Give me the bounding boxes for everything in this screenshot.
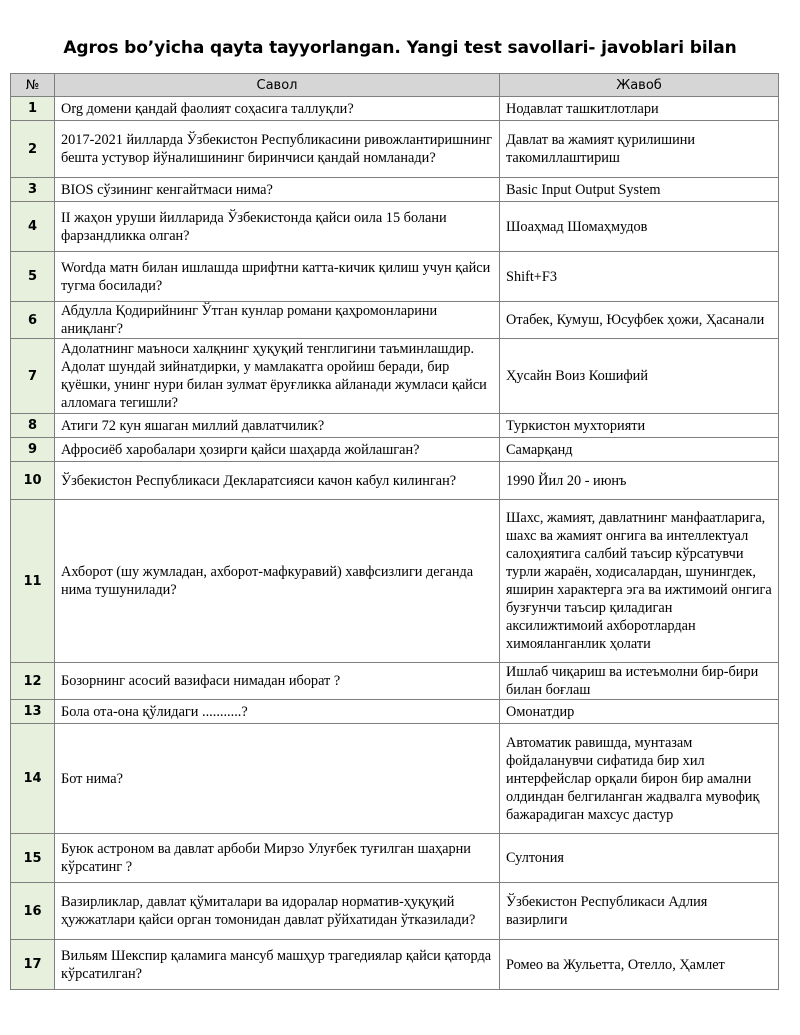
answer-cell: Омонатдир	[500, 700, 779, 724]
row-number: 5	[11, 252, 55, 302]
table-row	[11, 834, 779, 883]
question-cell: Бозорнинг асосий вазифаси нимадан иборат ?	[55, 663, 500, 700]
question-cell: Бола ота-она қўлидаги ...........?	[55, 700, 500, 724]
answer-cell: 1990 Йил 20 - июнъ	[500, 462, 779, 500]
question-cell: Абдулла Қодирийнинг Ўтган кунлар романи қаҳромонларини аниқланг?	[55, 302, 500, 339]
question-cell: Адолатнинг маъноси халқнинг ҳуқуқий тенглигини таъминлашдир. Адолат шундай зийнатдирки, у мамлакатга оройиш беради, бир қуёшки, унинг нури билан зулмат ёруғликка айланади жумласи қайси алломага тегишли?	[55, 339, 500, 414]
table-row	[11, 414, 779, 438]
answer-cell: Отабек, Кумуш, Юсуфбек ҳожи, Ҳасанали	[500, 302, 779, 339]
answer-cell: Basic Input Output System	[500, 178, 779, 202]
answer-cell: Ромео ва Жульетта, Отелло, Ҳамлет	[500, 940, 779, 990]
answer-cell: Ҳусайн Воиз Кошифий	[500, 339, 779, 414]
header-answer: Жавоб	[500, 74, 779, 97]
table-row	[11, 438, 779, 462]
answer-cell: Султония	[500, 834, 779, 883]
row-number: 2	[11, 121, 55, 178]
answer-cell: Ишлаб чиқариш ва истеъмолни бир-бири билан боғлаш	[500, 663, 779, 700]
answer-cell: Туркистон мухторияти	[500, 414, 779, 438]
answer-cell: Автоматик равишда, мунтазам фойдаланувчи сифатида бир хил интерфейслар орқали бирон бир амални олдиндан белгиланган жадвалга мувофиқ бажарадиган махсус дастур	[500, 724, 779, 834]
question-cell: Org домени қандай фаолият соҳасига таллуқли?	[55, 97, 500, 121]
header-number: №	[11, 74, 55, 97]
table-row	[11, 462, 779, 500]
header-question: Савол	[55, 74, 500, 97]
row-number: 17	[11, 940, 55, 990]
answer-cell: Самарқанд	[500, 438, 779, 462]
table-row	[11, 724, 779, 834]
row-number: 15	[11, 834, 55, 883]
question-cell: Атиги 72 кун яшаган миллий давлатчилик?	[55, 414, 500, 438]
table-row	[11, 700, 779, 724]
table-row	[11, 97, 779, 121]
table-row	[11, 302, 779, 339]
answer-cell: Шоаҳмад Шомаҳмудов	[500, 202, 779, 252]
answer-cell: Ўзбекистон Республикаси Адлия вазирлиги	[500, 883, 779, 940]
row-number: 10	[11, 462, 55, 500]
answer-cell: Давлат ва жамият қурилишини такомиллаштириш	[500, 121, 779, 178]
question-cell: Ўзбекистон Республикаси Декларатсияси качон кабул килинган?	[55, 462, 500, 500]
table-row	[11, 252, 779, 302]
answer-cell: Shift+F3	[500, 252, 779, 302]
row-number: 6	[11, 302, 55, 339]
answer-cell: Нодавлат ташкитлотлари	[500, 97, 779, 121]
question-cell: Вильям Шекспир қаламига мансуб машҳур трагедиялар қайси қаторда кўрсатилган?	[55, 940, 500, 990]
table-row	[11, 500, 779, 663]
table-row	[11, 663, 779, 700]
table-row	[11, 883, 779, 940]
row-number: 7	[11, 339, 55, 414]
row-number: 9	[11, 438, 55, 462]
row-number: 14	[11, 724, 55, 834]
question-cell: Ахборот (шу жумладан, ахборот-мафкуравий) хавфсизлиги деганда нима тушунилади?	[55, 500, 500, 663]
question-cell: Вазирликлар, давлат қўмиталари ва идоралар норматив-ҳуқуқий ҳужжатлари қайси орган томонидан давлат рўйхатидан ўтказилади?	[55, 883, 500, 940]
table-row	[11, 178, 779, 202]
table-row	[11, 940, 779, 990]
table-header-row	[11, 74, 779, 97]
answer-cell: Шахс, жамият, давлатнинг манфаатларига, шахс ва жамият онгига ва интеллектуал салоҳиятига салбий таъсир кўрсатувчи турли жараён, ходисалардан, шунингдек, яширин характерга эга ва ижтимоий онгига бузғунчи таъсир қиладиган аксилижтимоий ахборотлардан химояланганлик ҳолати	[500, 500, 779, 663]
row-number: 1	[11, 97, 55, 121]
question-cell: 2017-2021 йилларда Ўзбекистон Республикасини ривожлантиришнинг бешта устувор йўналишининг биринчиси қандай номланади?	[55, 121, 500, 178]
table-row	[11, 339, 779, 414]
question-cell: II жаҳон уруши йилларида Ўзбекистонда қайси оила 15 болани фарзандликка олган?	[55, 202, 500, 252]
question-cell: Бот нима?	[55, 724, 500, 834]
question-cell: BIOS сўзининг кенгайтмаси нима?	[55, 178, 500, 202]
row-number: 12	[11, 663, 55, 700]
table-row	[11, 202, 779, 252]
qa-table	[10, 73, 779, 990]
row-number: 8	[11, 414, 55, 438]
row-number: 3	[11, 178, 55, 202]
row-number: 11	[11, 500, 55, 663]
document-title: Agros bo’yicha qayta tayyorlangan. Yangi test savollari- javoblari bilan	[63, 38, 737, 58]
table-row	[11, 121, 779, 178]
row-number: 4	[11, 202, 55, 252]
question-cell: Буюк астроном ва давлат арбоби Мирзо Улуғбек туғилган шаҳарни кўрсатинг ?	[55, 834, 500, 883]
row-number: 16	[11, 883, 55, 940]
question-cell: Wordда матн билан ишлашда шрифтни катта-кичик қилиш учун қайси тугма босилади?	[55, 252, 500, 302]
row-number: 13	[11, 700, 55, 724]
question-cell: Афросиёб харобалари ҳозирги қайси шаҳарда жойлашган?	[55, 438, 500, 462]
